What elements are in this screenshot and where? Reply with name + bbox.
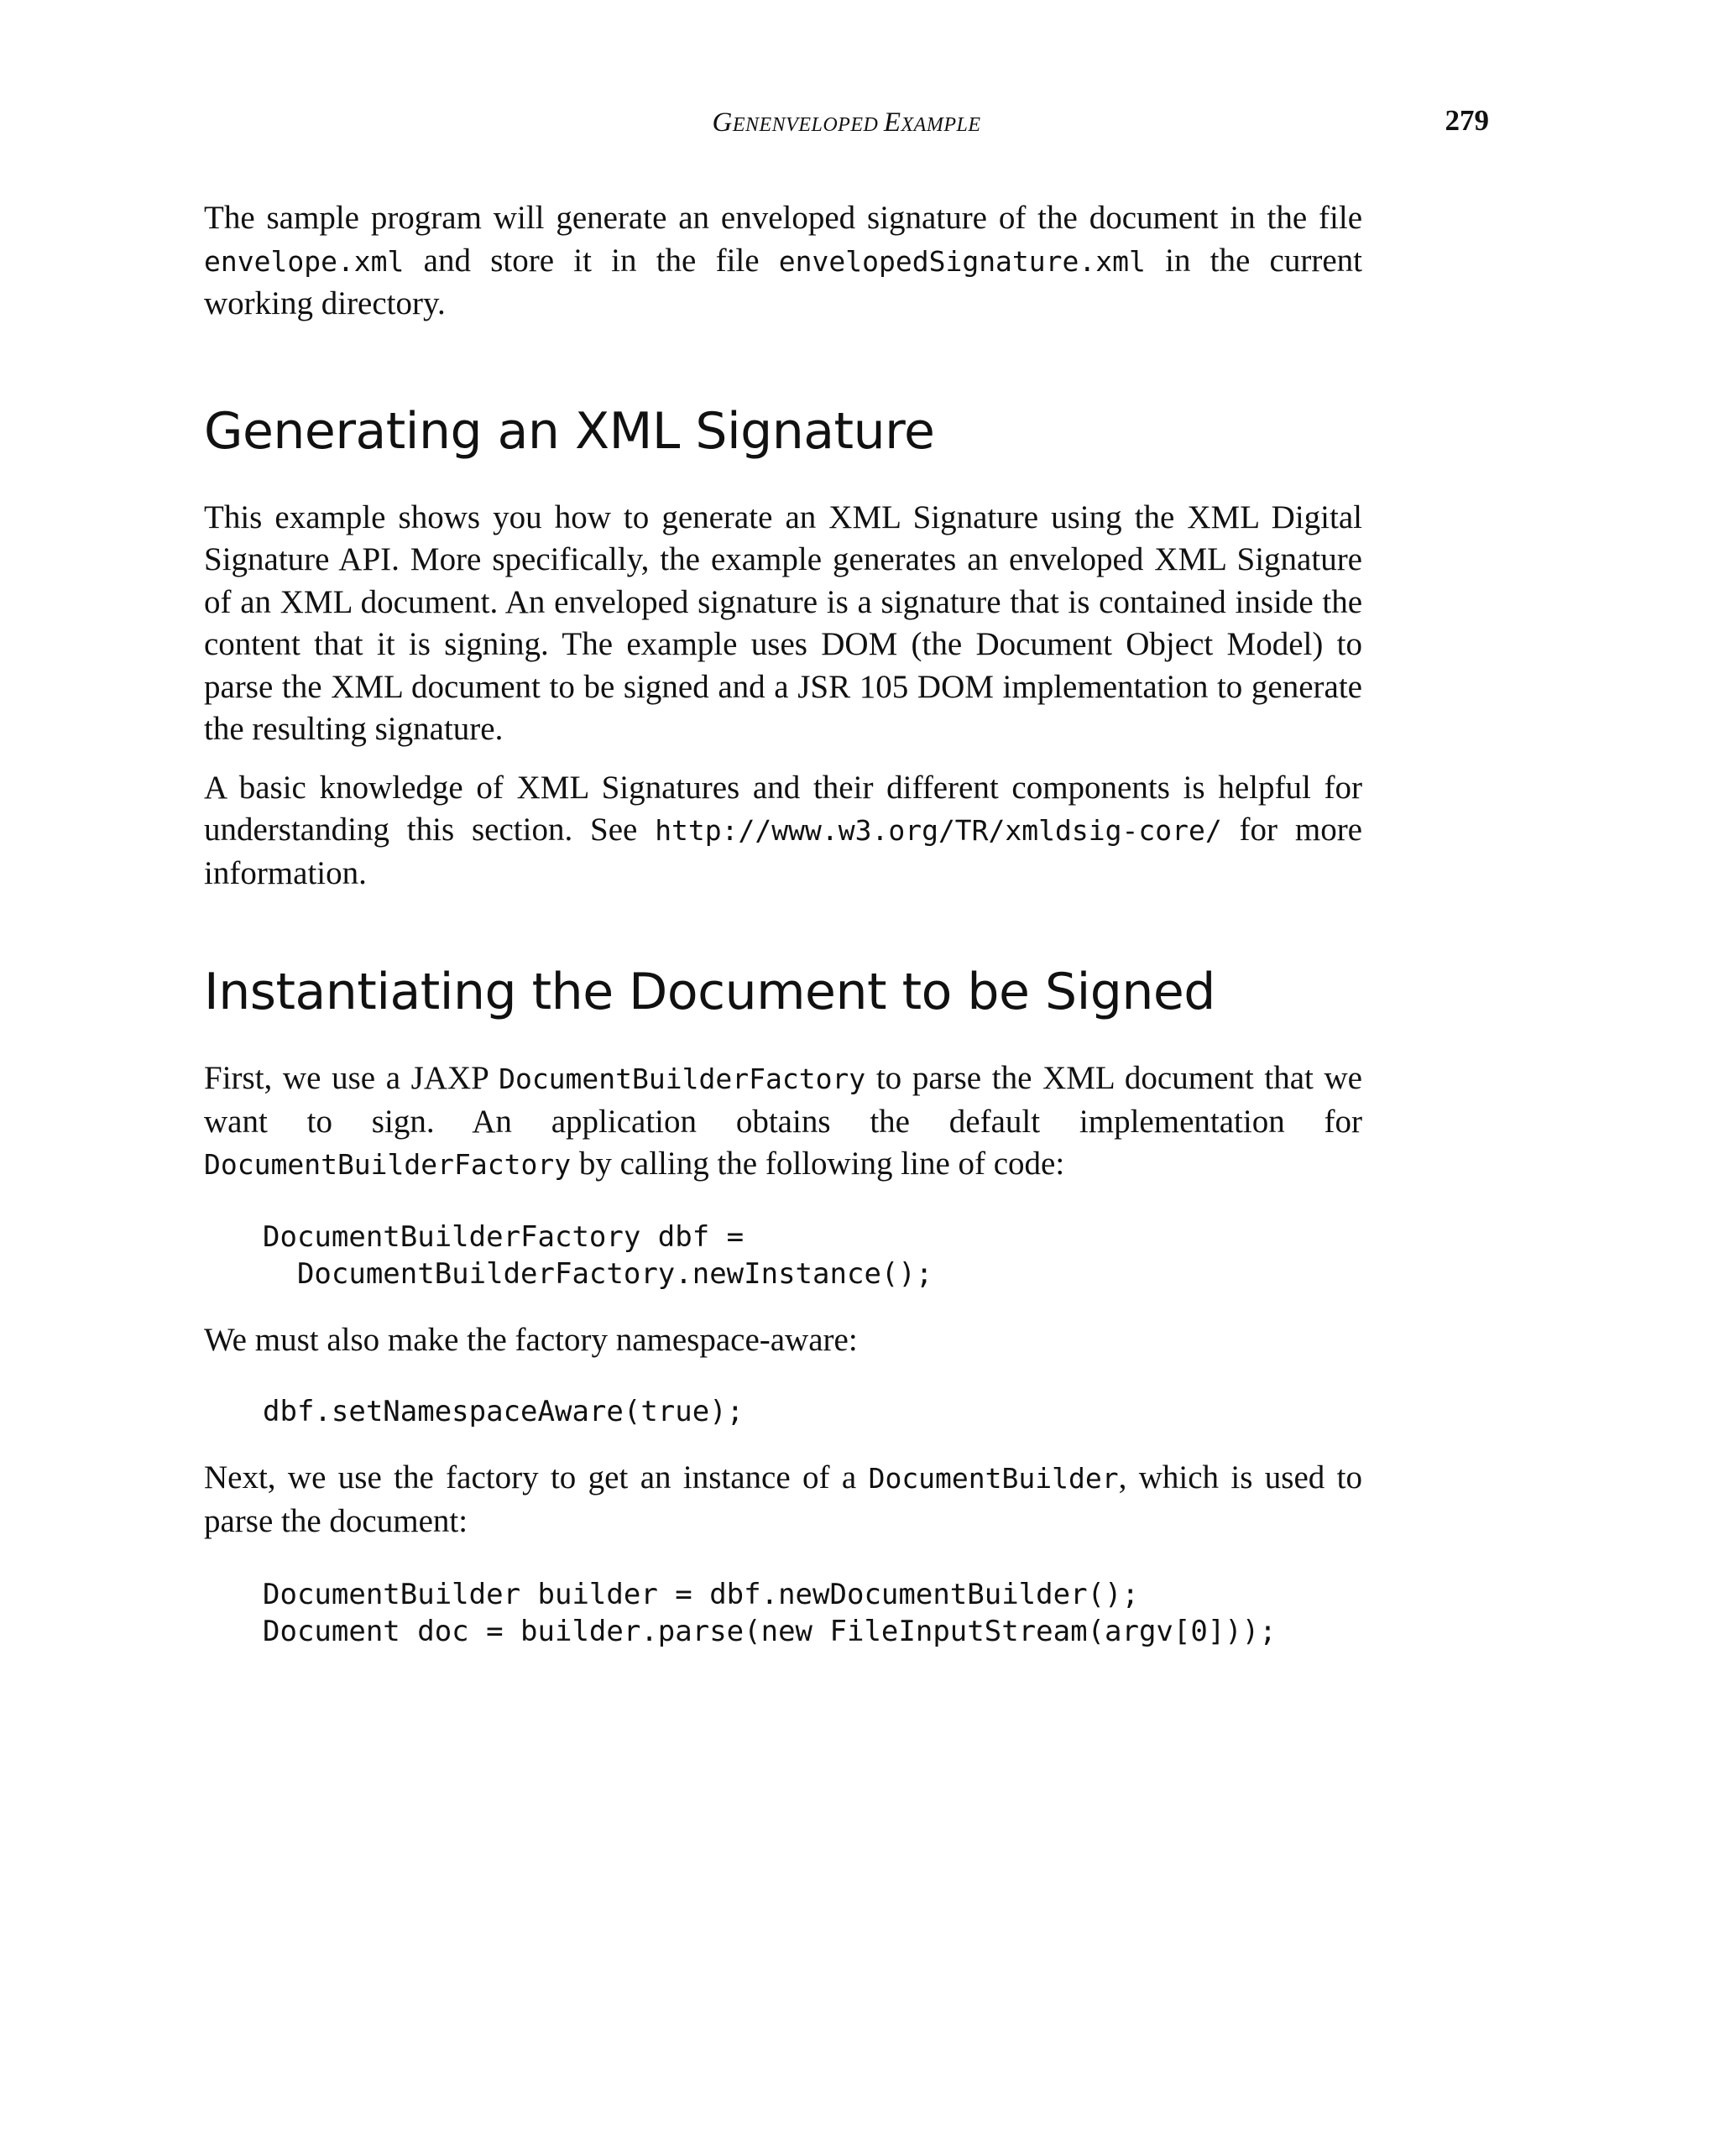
inline-code-dbf-2: DocumentBuilderFactory	[204, 1148, 572, 1181]
inline-code-dbf: DocumentBuilderFactory	[499, 1062, 866, 1095]
intro-text-1: The sample program will generate an enveloped signature of the document in the file	[204, 200, 1362, 236]
inst-p3-text-1: Next, we use the factory to get an instance of a	[204, 1459, 869, 1496]
running-title-word: ENENVELOPED	[732, 114, 879, 136]
code-block-namespace-aware: dbf.setNamespaceAware(true);	[263, 1395, 745, 1428]
running-title-word-2: XAMPLE	[901, 114, 981, 136]
intro-text-3: in the current working directory.	[204, 242, 1362, 321]
section-heading-instantiating: Instantiating the Document to be Signed	[204, 963, 1215, 1021]
instantiating-paragraph-3	[204, 1457, 1362, 1543]
inst-p3-text-2: , which is used to parse the document:	[204, 1459, 1362, 1539]
code-block-new-instance: DocumentBuilderFactory dbf = DocumentBuilderFactory.newInstance();	[263, 1219, 933, 1291]
inst-p1-text-3: by calling the following line of code:	[571, 1146, 1065, 1182]
code-block-parse: DocumentBuilder builder = dbf.newDocumentBuilder(); Document doc = builder.parse(new FileInputStream(argv[0]));	[263, 1578, 1277, 1648]
running-header	[204, 104, 1489, 146]
intro-file-signature: envelopedSignature.xml	[778, 244, 1146, 278]
intro-file-envelope: envelope.xml	[204, 244, 405, 278]
inst-p1-text-1: First, we use a JAXP	[204, 1060, 499, 1096]
inline-code-document-builder: DocumentBuilder	[868, 1462, 1119, 1495]
running-title	[204, 107, 1489, 138]
page-body	[204, 197, 1362, 1650]
generating-p2-text-1: A basic knowledge of XML Signatures and their different components is helpful for understanding this section. See	[204, 769, 1362, 848]
generating-paragraph-2	[204, 767, 1362, 895]
instantiating-paragraph-1	[204, 1057, 1362, 1187]
inst-p1-text-2: to parse the XML document that we want to sign. An application obtains the default implementation for	[204, 1060, 1362, 1140]
running-title-initial: G	[712, 107, 733, 138]
section-heading-generating: Generating an XML Signature	[204, 401, 935, 461]
page-number: 279	[1445, 104, 1489, 137]
generating-paragraph-1: This example shows you how to generate an XML Signature using the XML Digital Signature API. More specifically, the example generates an enveloped XML Signature of an XML document. An enveloped signature is a signature that is contained inside the content that it is signing. The example uses DOM (the Document Object Model) to parse the XML document to be signed and a JSR 105 DOM implementation to generate the resulting signature.	[204, 499, 1362, 747]
generating-p2-text-2: for more information.	[204, 812, 1362, 891]
intro-paragraph	[204, 197, 1362, 326]
intro-text-2: and store it in the file	[404, 242, 779, 279]
running-title-initial-2: E	[883, 107, 901, 138]
spec-url: http://www.w3.org/TR/xmldsig-core/	[655, 814, 1222, 847]
instantiating-paragraph-2: We must also make the factory namespace-aware:	[204, 1321, 858, 1358]
